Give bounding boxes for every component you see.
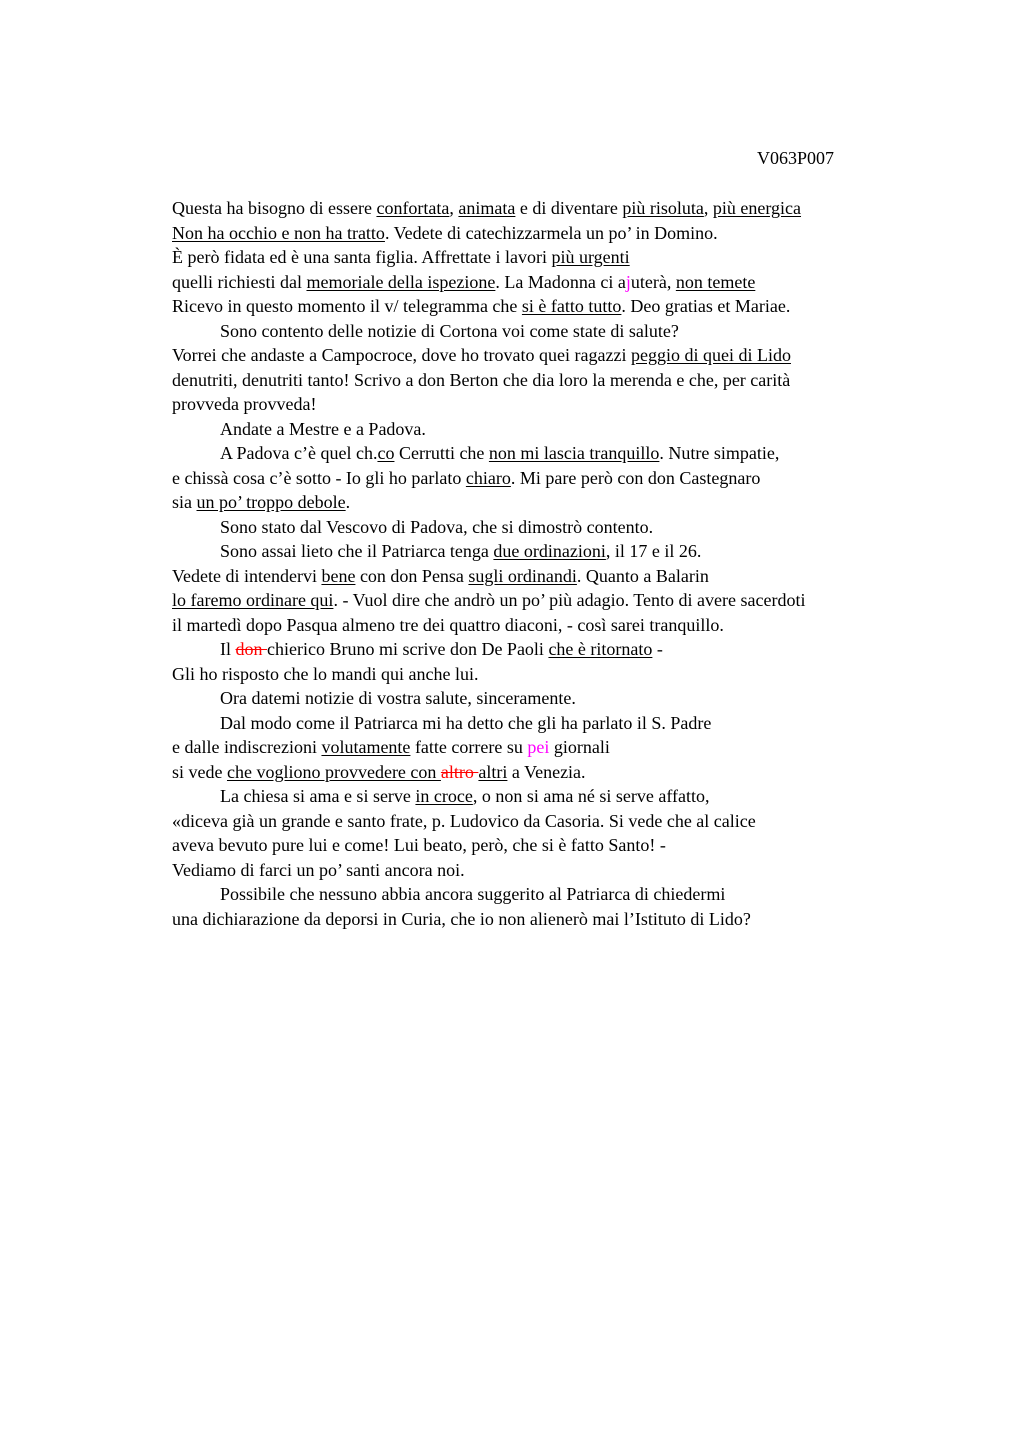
underlined-text: peggio di quei di Lido: [630, 345, 791, 365]
text-segment: ,: [449, 198, 459, 218]
text-segment: Vediamo di farci un po’ santi ancora noi.: [172, 859, 465, 880]
underlined-text: bene: [321, 565, 356, 586]
text-line: [172, 196, 912, 221]
text-segment: aveva bevuto pure lui e come! Lui beato, però, che si è fatto Santo! -: [172, 835, 666, 855]
text-line: [172, 613, 912, 638]
text-segment: giornali: [549, 737, 610, 757]
text-segment: . La Madonna ci a: [495, 271, 626, 292]
text-line: [172, 245, 912, 270]
text-segment: Ora datemi notizie di vostra salute, sinceramente.: [220, 688, 576, 708]
underlined-text: che è ritornato: [548, 639, 653, 659]
underlined-text: più urgenti: [551, 247, 630, 267]
underlined-text: memoriale della ispezione: [306, 271, 496, 292]
text-line: [172, 466, 912, 491]
underlined-text: non mi lascia tranquillo: [488, 443, 660, 463]
text-segment: Vedete di intendervi: [172, 565, 322, 586]
underlined-text: due ordinazioni: [493, 541, 606, 561]
page-id: V063P007: [757, 148, 835, 168]
inserted-text: j: [625, 271, 631, 292]
text-segment: . - Vuol dire che andrò un po’ più adagio. Tento di avere sacerdoti: [333, 590, 806, 610]
text-segment: La chiesa si ama e si serve: [220, 786, 416, 806]
text-segment: . Nutre simpatie,: [659, 443, 780, 463]
text-line: [172, 711, 912, 736]
text-line: [172, 319, 912, 344]
inserted-text: pei: [527, 737, 550, 757]
text-segment: Dal modo come il Patriarca mi ha detto che gli ha parlato il S. Padre: [220, 712, 712, 733]
text-segment: una dichiarazione da deporsi in Curia, che io non alienerò mai l’Istituto di Lido?: [172, 908, 751, 929]
text-segment: . Deo gratias et Mariae.: [621, 296, 791, 316]
underlined-text: confortata: [376, 198, 450, 218]
text-line: [172, 368, 912, 393]
text-segment: Questa ha bisogno di essere: [172, 198, 377, 218]
text-segment: Sono assai lieto che il Patriarca tenga: [220, 541, 494, 561]
underlined-text: più risoluta: [622, 198, 704, 218]
text-line: [172, 564, 912, 589]
text-segment: provveda provveda!: [172, 394, 317, 414]
underlined-text: lo faremo ordinare qui: [172, 590, 334, 610]
text-segment: Possibile che nessuno abbia ancora suggerito al Patriarca di chiedermi: [220, 884, 726, 904]
text-line: [172, 686, 912, 711]
text-line: [172, 441, 912, 466]
letter-body: [172, 196, 912, 931]
text-segment: e di diventare: [515, 198, 623, 218]
text-segment: -: [652, 639, 663, 659]
underlined-text: si è fatto tutto: [521, 296, 622, 316]
text-line: [172, 662, 912, 687]
text-segment: Cerrutti che: [394, 443, 489, 463]
text-line: [172, 515, 912, 540]
text-line: [172, 343, 912, 368]
underlined-text: che vogliono provvedere con: [226, 761, 441, 782]
text-line: [172, 392, 912, 417]
text-segment: Gli ho risposto che lo mandi qui anche lui.: [172, 663, 479, 684]
underlined-text: non temete: [675, 271, 756, 292]
underlined-text: sugli ordinandi: [468, 565, 577, 586]
text-segment: .: [345, 492, 351, 512]
text-line: [172, 784, 912, 809]
text-line: [172, 809, 912, 834]
text-line: [172, 858, 912, 883]
text-segment: «diceva già un grande e santo frate, p. Ludovico da Casoria. Si vede che al calice: [172, 810, 756, 831]
text-segment: sia: [172, 492, 197, 512]
deleted-text: don: [235, 639, 267, 659]
text-segment: si vede: [172, 761, 227, 782]
text-segment: con don Pensa: [355, 565, 469, 586]
underlined-text: co: [377, 443, 395, 463]
underlined-text: un po’ troppo debole: [196, 492, 346, 512]
text-segment: . Mi pare però con don Castegnaro: [510, 467, 761, 488]
text-line: [172, 539, 912, 564]
text-segment: Sono contento delle notizie di Cortona voi come state di salute?: [220, 320, 679, 341]
text-segment: È però fidata ed è una santa figlia. Affrettate i lavori: [172, 247, 552, 267]
underlined-text: volutamente: [321, 737, 411, 757]
text-segment: uterà,: [630, 271, 676, 292]
text-line: [172, 882, 912, 907]
text-segment: ,: [703, 198, 713, 218]
deleted-text: altro: [440, 761, 479, 782]
text-line: [172, 833, 912, 858]
text-segment: . Vedete di catechizzarmela un po’ in Domino.: [384, 222, 718, 243]
text-segment: Il: [220, 639, 236, 659]
text-segment: il martedì dopo Pasqua almeno tre dei quattro diaconi, - così sarei tranquillo.: [172, 614, 724, 635]
text-segment: chierico Bruno mi scrive don De Paoli: [267, 639, 549, 659]
text-segment: Vorrei che andaste a Campocroce, dove ho trovato quei ragazzi: [172, 345, 631, 365]
text-line: [172, 735, 912, 760]
text-line: [172, 588, 912, 613]
text-line: [172, 760, 912, 785]
text-segment: , il 17 e il 26.: [605, 541, 702, 561]
text-segment: e chissà cosa c’è sotto - Io gli ho parlato: [172, 467, 466, 488]
text-line: [172, 490, 912, 515]
text-segment: . Quanto a Balarin: [576, 565, 709, 586]
text-segment: e dalle indiscrezioni: [172, 737, 322, 757]
text-line: [172, 417, 912, 442]
underlined-text: chiaro: [465, 467, 511, 488]
text-segment: , o non si ama né si serve affatto,: [472, 786, 710, 806]
text-segment: fatte correre su: [410, 737, 528, 757]
text-line: [172, 221, 912, 246]
text-line: [172, 907, 912, 932]
text-line: [172, 637, 912, 662]
text-segment: denutriti, denutriti tanto! Scrivo a don Berton che dia loro la merenda e che, per carità: [172, 369, 791, 390]
text-segment: A Padova c’è quel ch.: [220, 443, 378, 463]
text-line: [172, 270, 912, 295]
underlined-text: in croce: [415, 786, 473, 806]
text-segment: Ricevo in questo momento il v/ telegramma che: [172, 296, 522, 316]
text-segment: a Venezia.: [507, 761, 586, 782]
underlined-text: animata: [458, 198, 516, 218]
underlined-text: più energica: [712, 198, 802, 218]
text-segment: quelli richiesti dal: [172, 271, 307, 292]
text-line: [172, 294, 912, 319]
text-segment: Sono stato dal Vescovo di Padova, che si dimostrò contento.: [220, 516, 654, 537]
text-segment: Andate a Mestre e a Padova.: [220, 418, 426, 439]
underlined-text: Non ha occhio e non ha tratto: [172, 222, 385, 243]
underlined-text: altri: [478, 761, 508, 782]
